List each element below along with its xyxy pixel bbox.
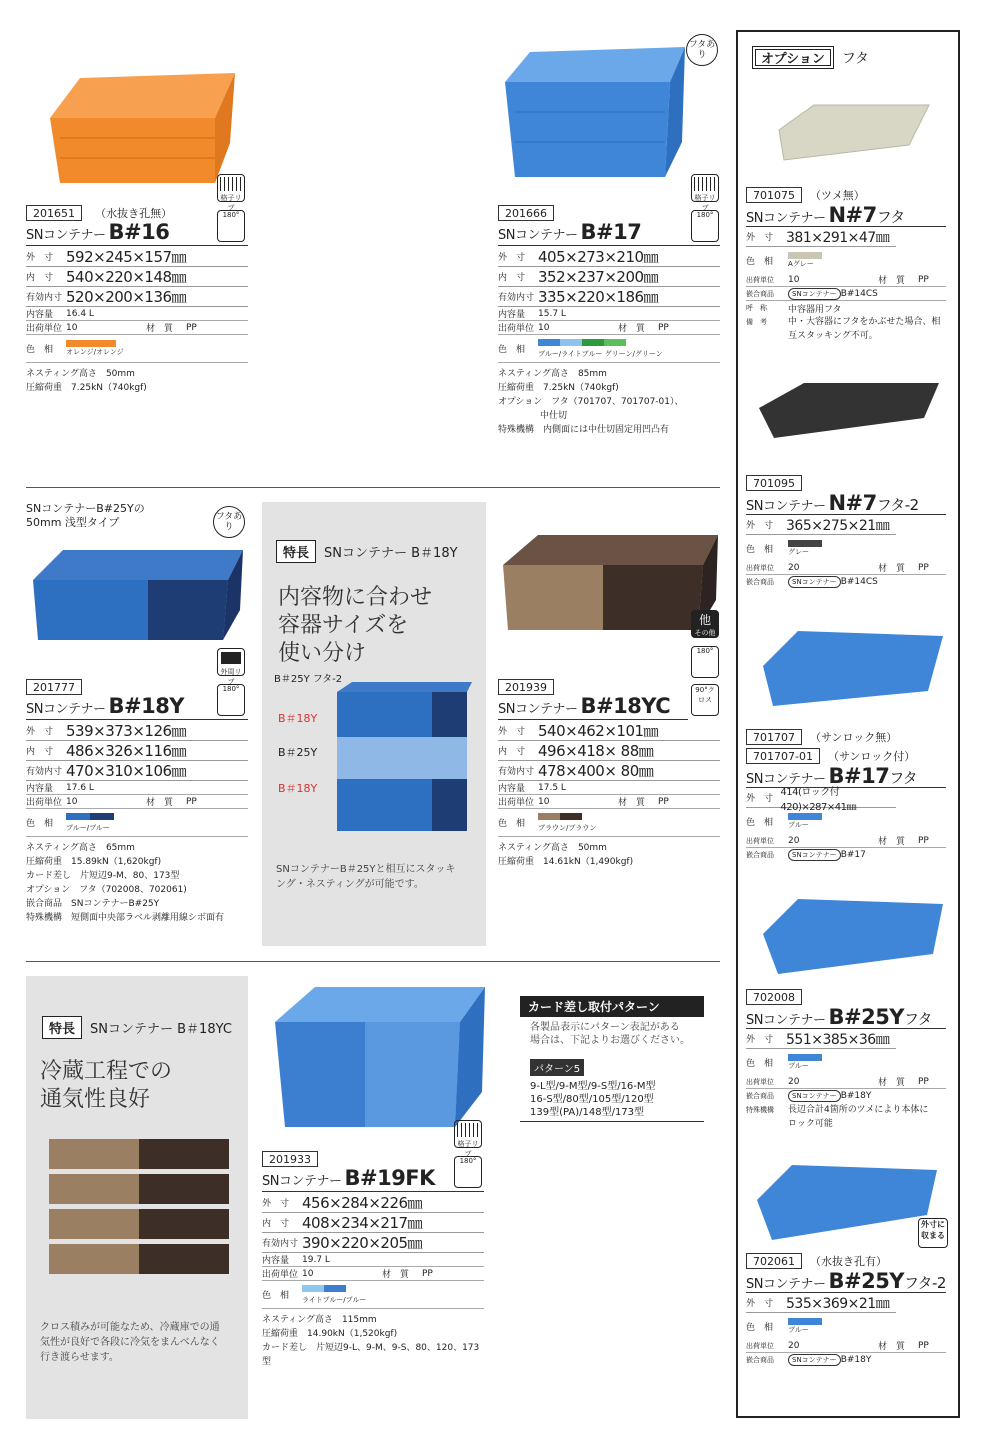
inner-dim: 540×220×148㎜ xyxy=(66,268,187,286)
color-swatch xyxy=(66,340,116,347)
grid-rib-icon: 格子リブ xyxy=(691,174,719,202)
feature-headline: 冷蔵工程での 通気性良好 xyxy=(40,1059,173,1112)
capacity: 16.4 L xyxy=(66,308,94,319)
product-code: 201939 xyxy=(498,679,554,695)
options-panel: オプション フタ 701075 （ツメ無） SNコンテナー N#7フタ 外 寸 381×291×47㎜ 色 相 Aグレー 出荷単位 10 材 質 PP 嵌合商品 SNコンテナー B#14CS 呼 称 中容器用フタ 備 考 中・大容器にフタをかぶせた場合、相 互スタッキング不可。 701095 SNコンテナー N#7フタ-2 外 寸 365×275×21㎜ 色 相 グレー 出荷単位 20 材 質 PP 嵌合商品 SNコンテナー B#14CS 701707 （サンロック無） 701707-01 （サンロック付） SNコンテナー B#17フタ 外 寸 414(ロック付420)×287×41㎜ 色 相 ブルー 出荷単位 20 材 質 PP 嵌合商品 SNコンテナー B#17 702008 SNコンテナー B#25Yフタ 外 寸 551×385×36㎜ 色 相 ブルー 出荷単位 20 材 質 PP 嵌合商品 SNコンテナー B#18Y 特殊機構 長辺合計4箇所のツメにより本体に ロック可能 外寸に収まる 702061 （水抜き孔有） SNコンテナー B#25Yフタ-2 外 寸 535×369×21㎜ 色 相 ブルー 出荷単位 20 材 質 PP 嵌合商品 SNコンテナー B#18Y xyxy=(736,30,960,1418)
rotate-180-icon: 180° xyxy=(691,646,719,678)
lid-image xyxy=(758,894,948,984)
outer-dim: 592×245×157㎜ xyxy=(66,248,187,266)
product-code: 201777 xyxy=(26,679,82,695)
product-title: SNコンテナー B#18YC xyxy=(498,694,688,720)
divider xyxy=(26,487,720,488)
fits-inside-badge: 外寸に収まる xyxy=(918,1218,948,1248)
feature-tag: 特長 xyxy=(276,540,316,563)
card-pattern-box: カード差し取付パターン 各製品表示にパターン表記がある 場合は、下記よりお選びください。 パターン5 9-L型/9-M型/9-S型/16-M型 16-S型/80型/105型/120型 139型(PA)/148型/173型 xyxy=(520,996,704,1122)
container-image xyxy=(28,545,248,645)
stack-illustration xyxy=(332,677,477,837)
effective-dim: 520×200×136㎜ xyxy=(66,288,187,306)
container-image xyxy=(500,42,690,182)
container-image xyxy=(270,982,490,1132)
feature-panel-stacking: 特長 SNコンテナー B＃18Y 内容物に合わせ 容器サイズを 使い分け B＃25Y フタ-2 B＃18Y B＃25Y B＃18Y SNコンテナーB＃25Yと相互にスタッキ ング・ネスティングが可能です。 xyxy=(262,502,486,946)
lid-available-badge: フタあり xyxy=(213,506,245,538)
cross-90-icon: 90°クロス xyxy=(691,684,719,716)
feature-title: SNコンテナー B＃18Y xyxy=(324,546,458,561)
lid-image xyxy=(774,100,934,170)
product-note: （水抜き孔無） xyxy=(95,207,173,220)
other-icon: 他 その他 xyxy=(691,610,719,638)
lid-image xyxy=(752,1160,942,1250)
grid-rib-icon: 格子リブ xyxy=(454,1120,482,1148)
rotate-180-icon: 180° xyxy=(691,210,719,242)
container-image xyxy=(498,530,723,640)
product-title: SNコンテナー B#17 xyxy=(498,220,720,246)
product-title: SNコンテナー B#16 xyxy=(26,220,248,246)
container-image xyxy=(40,58,240,188)
rotate-180-icon: 180° xyxy=(454,1156,482,1188)
grid-rib-icon: 格子リブ xyxy=(217,174,245,202)
product-code: 201933 xyxy=(262,1151,318,1167)
product-title: SNコンテナー B#19FK xyxy=(262,1166,484,1192)
product-code: 201651 xyxy=(26,205,82,221)
feature-headline: 内容物に合わせ 容器サイズを 使い分け xyxy=(278,585,433,666)
lid-image xyxy=(758,626,948,716)
product-title: SNコンテナー B#18Y xyxy=(26,694,248,720)
outer-rib-icon: 外周リブ xyxy=(217,648,245,676)
product-code: 201666 xyxy=(498,205,554,221)
card-pattern-title: カード差し取付パターン xyxy=(520,996,704,1017)
lid-image xyxy=(754,378,944,448)
feature-panel-ventilation: 特長 SNコンテナー B＃18YC 冷蔵工程での 通気性良好 クロス積みが可能なため、冷蔵庫での通 気性が良好で各段に冷気をまんべんなく 行き渡らせます。 xyxy=(26,976,248,1419)
cross-stack-illustration xyxy=(44,1134,234,1284)
rotate-180-icon: 180° xyxy=(217,684,245,716)
rotate-180-icon: 180° xyxy=(217,210,245,242)
lid-available-badge: フタあり xyxy=(686,34,718,66)
options-tag: オプション xyxy=(752,46,834,69)
divider xyxy=(26,961,720,962)
